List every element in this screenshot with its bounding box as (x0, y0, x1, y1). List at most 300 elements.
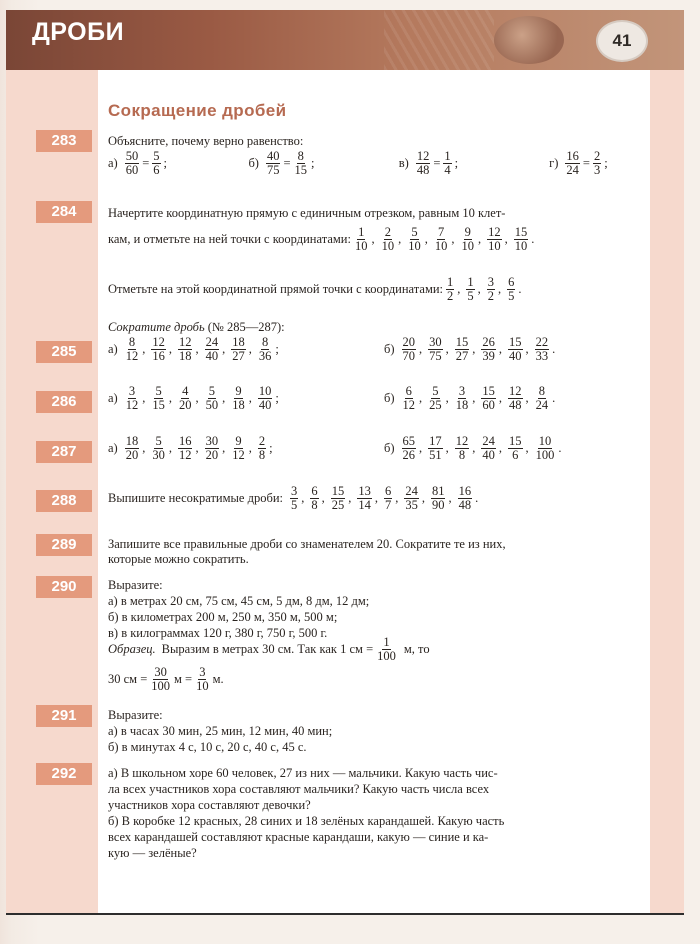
fraction-list (445, 276, 525, 303)
text: б) (384, 391, 395, 405)
denominator: 2 (447, 289, 454, 303)
exercise-number: 291 (36, 705, 92, 727)
exercise-285-a (108, 336, 282, 363)
equality-part (549, 150, 648, 177)
fraction (458, 485, 473, 512)
denominator: 12 (232, 448, 245, 462)
denominator: 70 (402, 349, 416, 363)
denominator: 18 (232, 398, 245, 412)
numerator: 13 (358, 484, 371, 498)
fraction (455, 385, 470, 412)
equality-part (399, 150, 547, 177)
fraction (428, 435, 443, 462)
numerator: 10 (538, 434, 552, 448)
numerator: 3 (128, 384, 136, 398)
fraction (481, 435, 496, 462)
numerator: 5 (155, 434, 162, 448)
denominator: 40 (205, 349, 219, 363)
fraction (481, 336, 496, 363)
fraction (455, 435, 470, 462)
text: б) (384, 441, 395, 455)
text: ; (454, 156, 459, 170)
chapter-title: ДРОБИ (32, 18, 125, 46)
text: ; (604, 156, 608, 170)
text: = (582, 156, 590, 170)
denominator: 5 (290, 498, 298, 512)
denominator: 8 (458, 448, 466, 462)
fraction (151, 336, 166, 363)
denominator: 40 (258, 398, 272, 412)
text: . (518, 282, 522, 296)
numerator: 65 (402, 434, 416, 448)
text: . (552, 342, 556, 356)
exercise-number: 288 (36, 490, 92, 512)
numerator: 12 (509, 384, 522, 398)
fraction (357, 485, 372, 512)
denominator: 12 (125, 398, 139, 412)
text: , (374, 491, 378, 505)
numerator: 20 (402, 335, 416, 349)
numerator: 12 (488, 225, 501, 239)
exercise-text: кую — зелёные? (108, 846, 197, 860)
exercise-number: 289 (36, 534, 92, 556)
exercise-number: 290 (36, 576, 92, 598)
text: , (498, 282, 502, 296)
equality-part (108, 150, 246, 177)
text: ; (311, 156, 315, 170)
numerator: 12 (455, 434, 469, 448)
numerator: 3 (199, 665, 206, 679)
numerator: 6 (405, 384, 412, 398)
denominator: 16 (152, 349, 165, 363)
text: = (283, 156, 291, 170)
denominator: 10 (434, 239, 448, 253)
exercise-text: б) В коробке 12 красных, 28 синих и 18 зелёных карандашей. Какую часть (108, 814, 505, 828)
numerator: 40 (266, 149, 280, 163)
numerator: 9 (464, 225, 471, 239)
denominator: 12 (125, 349, 139, 363)
numerator: 4 (182, 384, 189, 398)
fraction (375, 636, 398, 663)
fraction (565, 150, 580, 177)
denominator: 10 (514, 239, 528, 253)
denominator: 10 (354, 239, 368, 253)
denominator: 40 (509, 349, 522, 363)
text: = (433, 156, 441, 170)
exercise-290-sample (108, 636, 430, 663)
exercise-text: б) в километрах 200 м, 250 м, 350 м, 500 м; (108, 610, 338, 624)
text: , (472, 441, 476, 455)
numerator: 3 (458, 384, 466, 398)
numerator: 2 (593, 149, 601, 163)
text: , (248, 391, 252, 405)
fraction (178, 435, 193, 462)
fraction (593, 150, 601, 177)
fraction (149, 666, 172, 693)
denominator: 60 (482, 398, 495, 412)
denominator: 6 (512, 448, 519, 462)
fraction (125, 435, 140, 462)
denominator: 8 (311, 498, 318, 512)
numerator: 5 (153, 149, 160, 163)
denominator: 24 (566, 163, 579, 177)
text: , (248, 342, 252, 356)
numerator: 24 (205, 335, 219, 349)
denominator: 4 (444, 163, 451, 177)
numerator: 8 (128, 335, 136, 349)
exercise-text: участников хора составляют девочки? (108, 798, 311, 812)
fraction (402, 435, 417, 462)
denominator: 33 (535, 349, 549, 363)
text: , (142, 441, 146, 455)
numerator: 1 (467, 275, 474, 289)
exercise-text: а) в метрах 20 см, 75 см, 45 см, 5 дм, 8 дм, 12 дм; (108, 594, 370, 608)
fraction (402, 336, 417, 363)
denominator: 39 (482, 349, 495, 363)
numerator: 10 (258, 384, 272, 398)
text: ; (275, 391, 279, 405)
text: , (498, 441, 503, 455)
numerator: 15 (514, 225, 528, 239)
fraction (194, 666, 211, 693)
text: , (457, 282, 461, 296)
exercise-284-line2 (108, 226, 537, 253)
numerator: 3 (290, 484, 298, 498)
exercise-text: которые можно сократить. (108, 552, 249, 566)
exercise-number: 284 (36, 201, 92, 223)
text: , (477, 232, 482, 246)
text: , (321, 491, 325, 505)
exercise-288 (108, 485, 481, 512)
text: , (348, 491, 352, 505)
denominator: 48 (509, 398, 522, 412)
text: , (195, 342, 199, 356)
numerator: 1 (447, 275, 454, 289)
exercise-number: 287 (36, 441, 92, 463)
exercise-286-a (108, 385, 282, 412)
denominator: 10 (408, 239, 421, 253)
exercise-287-a (108, 435, 276, 462)
text: , (419, 441, 423, 455)
denominator: 36 (258, 349, 272, 363)
numerator: 50 (125, 149, 139, 163)
denominator: 10 (196, 679, 209, 693)
fraction (487, 226, 502, 253)
denominator: 15 (152, 398, 165, 412)
numerator: 24 (405, 484, 418, 498)
header-globe-decoration (494, 16, 564, 64)
exercise-text: кам, и отметьте на ней точки с координатами: (108, 232, 351, 246)
text: , (424, 232, 428, 246)
text: , (421, 491, 425, 505)
exercise-290-calc: 30 см = $\frac{30}{100}$ м = $\frac{3}{10}$ м. (108, 665, 224, 693)
text: , (168, 342, 172, 356)
fraction (294, 150, 309, 177)
text: , (168, 441, 172, 455)
numerator: 30 (205, 434, 219, 448)
fraction (125, 336, 140, 363)
numerator: 12 (416, 149, 430, 163)
fraction (151, 385, 166, 412)
exercise-text: б) в минутах 4 с, 10 с, 20 с, 40 с, 45 с. (108, 740, 307, 754)
fraction (381, 226, 396, 253)
exercise-text: в) в килограммах 120 г, 380 г, 750 г, 500 г. (108, 626, 328, 640)
fraction (407, 226, 422, 253)
text: , (448, 491, 452, 505)
exercise-text: Объясните, почему верно равенство: (108, 134, 304, 148)
text: , (504, 232, 508, 246)
numerator: 12 (152, 335, 165, 349)
page-number: 41 (596, 20, 648, 62)
exercise-heading: Выразите: (108, 708, 163, 722)
denominator: 12 (402, 398, 416, 412)
numerator: 18 (125, 434, 139, 448)
text: . (531, 232, 535, 246)
denominator: 100 (535, 448, 555, 462)
denominator: 27 (455, 349, 469, 363)
text: . (475, 491, 479, 505)
fraction (443, 150, 451, 177)
denominator: 30 (152, 448, 165, 462)
fraction (266, 150, 281, 177)
fraction (178, 336, 193, 363)
text: г) (549, 156, 559, 170)
denominator: 5 (508, 289, 515, 303)
numerator: 1 (383, 635, 390, 649)
fraction (231, 336, 246, 363)
exercise-285-b (384, 336, 558, 363)
exercise-number: 285 (36, 341, 92, 363)
text: , (168, 391, 172, 405)
fraction (446, 276, 454, 303)
numerator: 5 (432, 384, 439, 398)
text: , (142, 342, 146, 356)
fraction (150, 666, 171, 693)
denominator: 7 (384, 498, 392, 512)
instruction: Сократите дробь (№ 285—287): (108, 320, 285, 334)
denominator: 75 (266, 163, 280, 177)
fraction (431, 485, 446, 512)
numerator: 24 (482, 434, 495, 448)
denominator: 18 (178, 349, 192, 363)
denominator: 15 (294, 163, 308, 177)
fraction (466, 276, 474, 303)
denominator: 2 (487, 289, 495, 303)
text: б) (384, 342, 395, 356)
text: , (445, 441, 449, 455)
numerator: 15 (331, 484, 345, 498)
fraction (402, 385, 417, 412)
numerator: 1 (358, 225, 365, 239)
numerator: 7 (437, 225, 445, 239)
text: , (472, 342, 476, 356)
fraction (508, 336, 523, 363)
text: а) (108, 391, 118, 405)
text: а) (108, 342, 118, 356)
denominator: 14 (358, 498, 371, 512)
fraction (290, 485, 298, 512)
exercise-text: Выпишите несократимые дроби: (108, 491, 283, 505)
numerator: 2 (384, 225, 391, 239)
denominator: 25 (331, 498, 345, 512)
exercise-text: а) в часах 30 мин, 25 мин, 12 мин, 40 мин; (108, 724, 333, 738)
fraction (428, 336, 443, 363)
numerator: 26 (482, 335, 495, 349)
numerator: 1 (444, 149, 451, 163)
fraction (507, 276, 515, 303)
fraction (481, 385, 496, 412)
fraction (354, 226, 369, 253)
equality-part (248, 150, 396, 177)
numerator: 6 (508, 275, 515, 289)
numerator: 15 (482, 384, 495, 398)
text: ; (269, 441, 273, 455)
numerator: 30 (429, 335, 442, 349)
numerator: 3 (487, 275, 495, 289)
fraction (428, 385, 443, 412)
text: , (419, 391, 423, 405)
exercise-text: а) В школьном хоре 60 человек, 27 из них — мальчики. Какую часть чис- (108, 766, 498, 780)
exercise-284-line3 (108, 276, 525, 303)
numerator: 6 (311, 484, 318, 498)
numerator: 16 (178, 434, 192, 448)
numerator: 15 (509, 434, 522, 448)
text: б) (248, 156, 259, 170)
text: в) (398, 156, 409, 170)
exercise-286-b (384, 385, 558, 412)
fraction (178, 385, 193, 412)
text: , (445, 342, 449, 356)
denominator: 10 (381, 239, 395, 253)
numerator: 15 (509, 335, 522, 349)
text: , (525, 391, 529, 405)
denominator: 5 (467, 289, 474, 303)
fraction (455, 336, 470, 363)
text: , (301, 491, 305, 505)
denominator: 51 (429, 448, 442, 462)
numerator: 8 (538, 384, 546, 398)
header-decoration (384, 10, 494, 70)
text: , (472, 391, 476, 405)
denominator: 8 (258, 448, 266, 462)
denominator: 40 (482, 448, 495, 462)
numerator: 8 (297, 149, 304, 163)
denominator: 20 (125, 448, 139, 462)
text: , (451, 232, 455, 246)
denominator: 35 (405, 498, 418, 512)
denominator: 48 (458, 498, 472, 512)
numerator: 22 (535, 335, 549, 349)
text: , (445, 391, 449, 405)
denominator: 24 (535, 398, 549, 412)
fraction (376, 636, 397, 663)
exercise-heading: Выразите: (108, 578, 163, 592)
numerator: 18 (232, 335, 245, 349)
exercise-287-b (384, 435, 565, 462)
fraction (205, 435, 220, 462)
text: , (498, 342, 503, 356)
denominator: 10 (488, 239, 501, 253)
numerator: 5 (155, 384, 162, 398)
fraction-list (353, 226, 537, 253)
fraction (514, 226, 529, 253)
text: . (552, 391, 556, 405)
fraction (508, 385, 523, 412)
denominator: 3 (593, 163, 601, 177)
text: , (142, 391, 146, 405)
sample-label: Образец. (108, 642, 156, 656)
text: , (222, 441, 226, 455)
exercise-283-parts (108, 150, 648, 177)
denominator: 100 (377, 649, 396, 663)
denominator: 18 (455, 398, 469, 412)
denominator: 20 (178, 398, 192, 412)
exercise-text: всех карандашей составляют красные карандаши, какую — синие и ка- (108, 830, 489, 844)
text: , (398, 232, 402, 246)
text: , (222, 342, 226, 356)
text: , (477, 282, 481, 296)
fraction (460, 226, 475, 253)
fraction (231, 435, 246, 462)
fraction (384, 485, 392, 512)
text: , (498, 391, 503, 405)
denominator: 20 (205, 448, 219, 462)
exercise-text: Начертите координатную прямую с единичным отрезком, равным 10 клет- (108, 206, 506, 220)
denominator: 60 (125, 163, 139, 177)
denominator: 100 (151, 679, 171, 693)
exercise-text: Запишите все правильные дроби со знаменателем 20. Сократите те из них, (108, 537, 506, 551)
denominator: 25 (429, 398, 442, 412)
text: , (195, 441, 199, 455)
numerator: 8 (261, 335, 269, 349)
numerator: 16 (458, 484, 472, 498)
denominator: 75 (429, 349, 442, 363)
fraction (125, 385, 140, 412)
fraction (331, 485, 346, 512)
numerator: 5 (208, 384, 215, 398)
fraction (205, 385, 220, 412)
denominator: 48 (416, 163, 430, 177)
text: , (195, 391, 199, 405)
text: а) (108, 156, 118, 170)
numerator: 16 (566, 149, 579, 163)
fraction-list (289, 485, 481, 512)
denominator: 26 (402, 448, 416, 462)
exercise-text: ла всех участников хора составляют мальчики? Какую часть числа всех (108, 782, 490, 796)
fraction (258, 336, 273, 363)
numerator: 5 (411, 225, 418, 239)
fraction (258, 385, 273, 412)
fraction (508, 435, 523, 462)
fraction (151, 435, 166, 462)
numerator: 9 (235, 434, 242, 448)
right-margin (650, 70, 684, 914)
exercise-number: 286 (36, 391, 92, 413)
text: = (142, 156, 150, 170)
text: , (525, 441, 529, 455)
text: , (419, 342, 423, 356)
fraction (404, 485, 419, 512)
fraction (535, 435, 556, 462)
fraction (125, 150, 140, 177)
text: , (395, 491, 399, 505)
numerator: 12 (178, 335, 192, 349)
fraction (231, 385, 246, 412)
text: , (222, 391, 226, 405)
fraction (310, 485, 318, 512)
fraction (535, 385, 550, 412)
numerator: 81 (431, 484, 445, 498)
